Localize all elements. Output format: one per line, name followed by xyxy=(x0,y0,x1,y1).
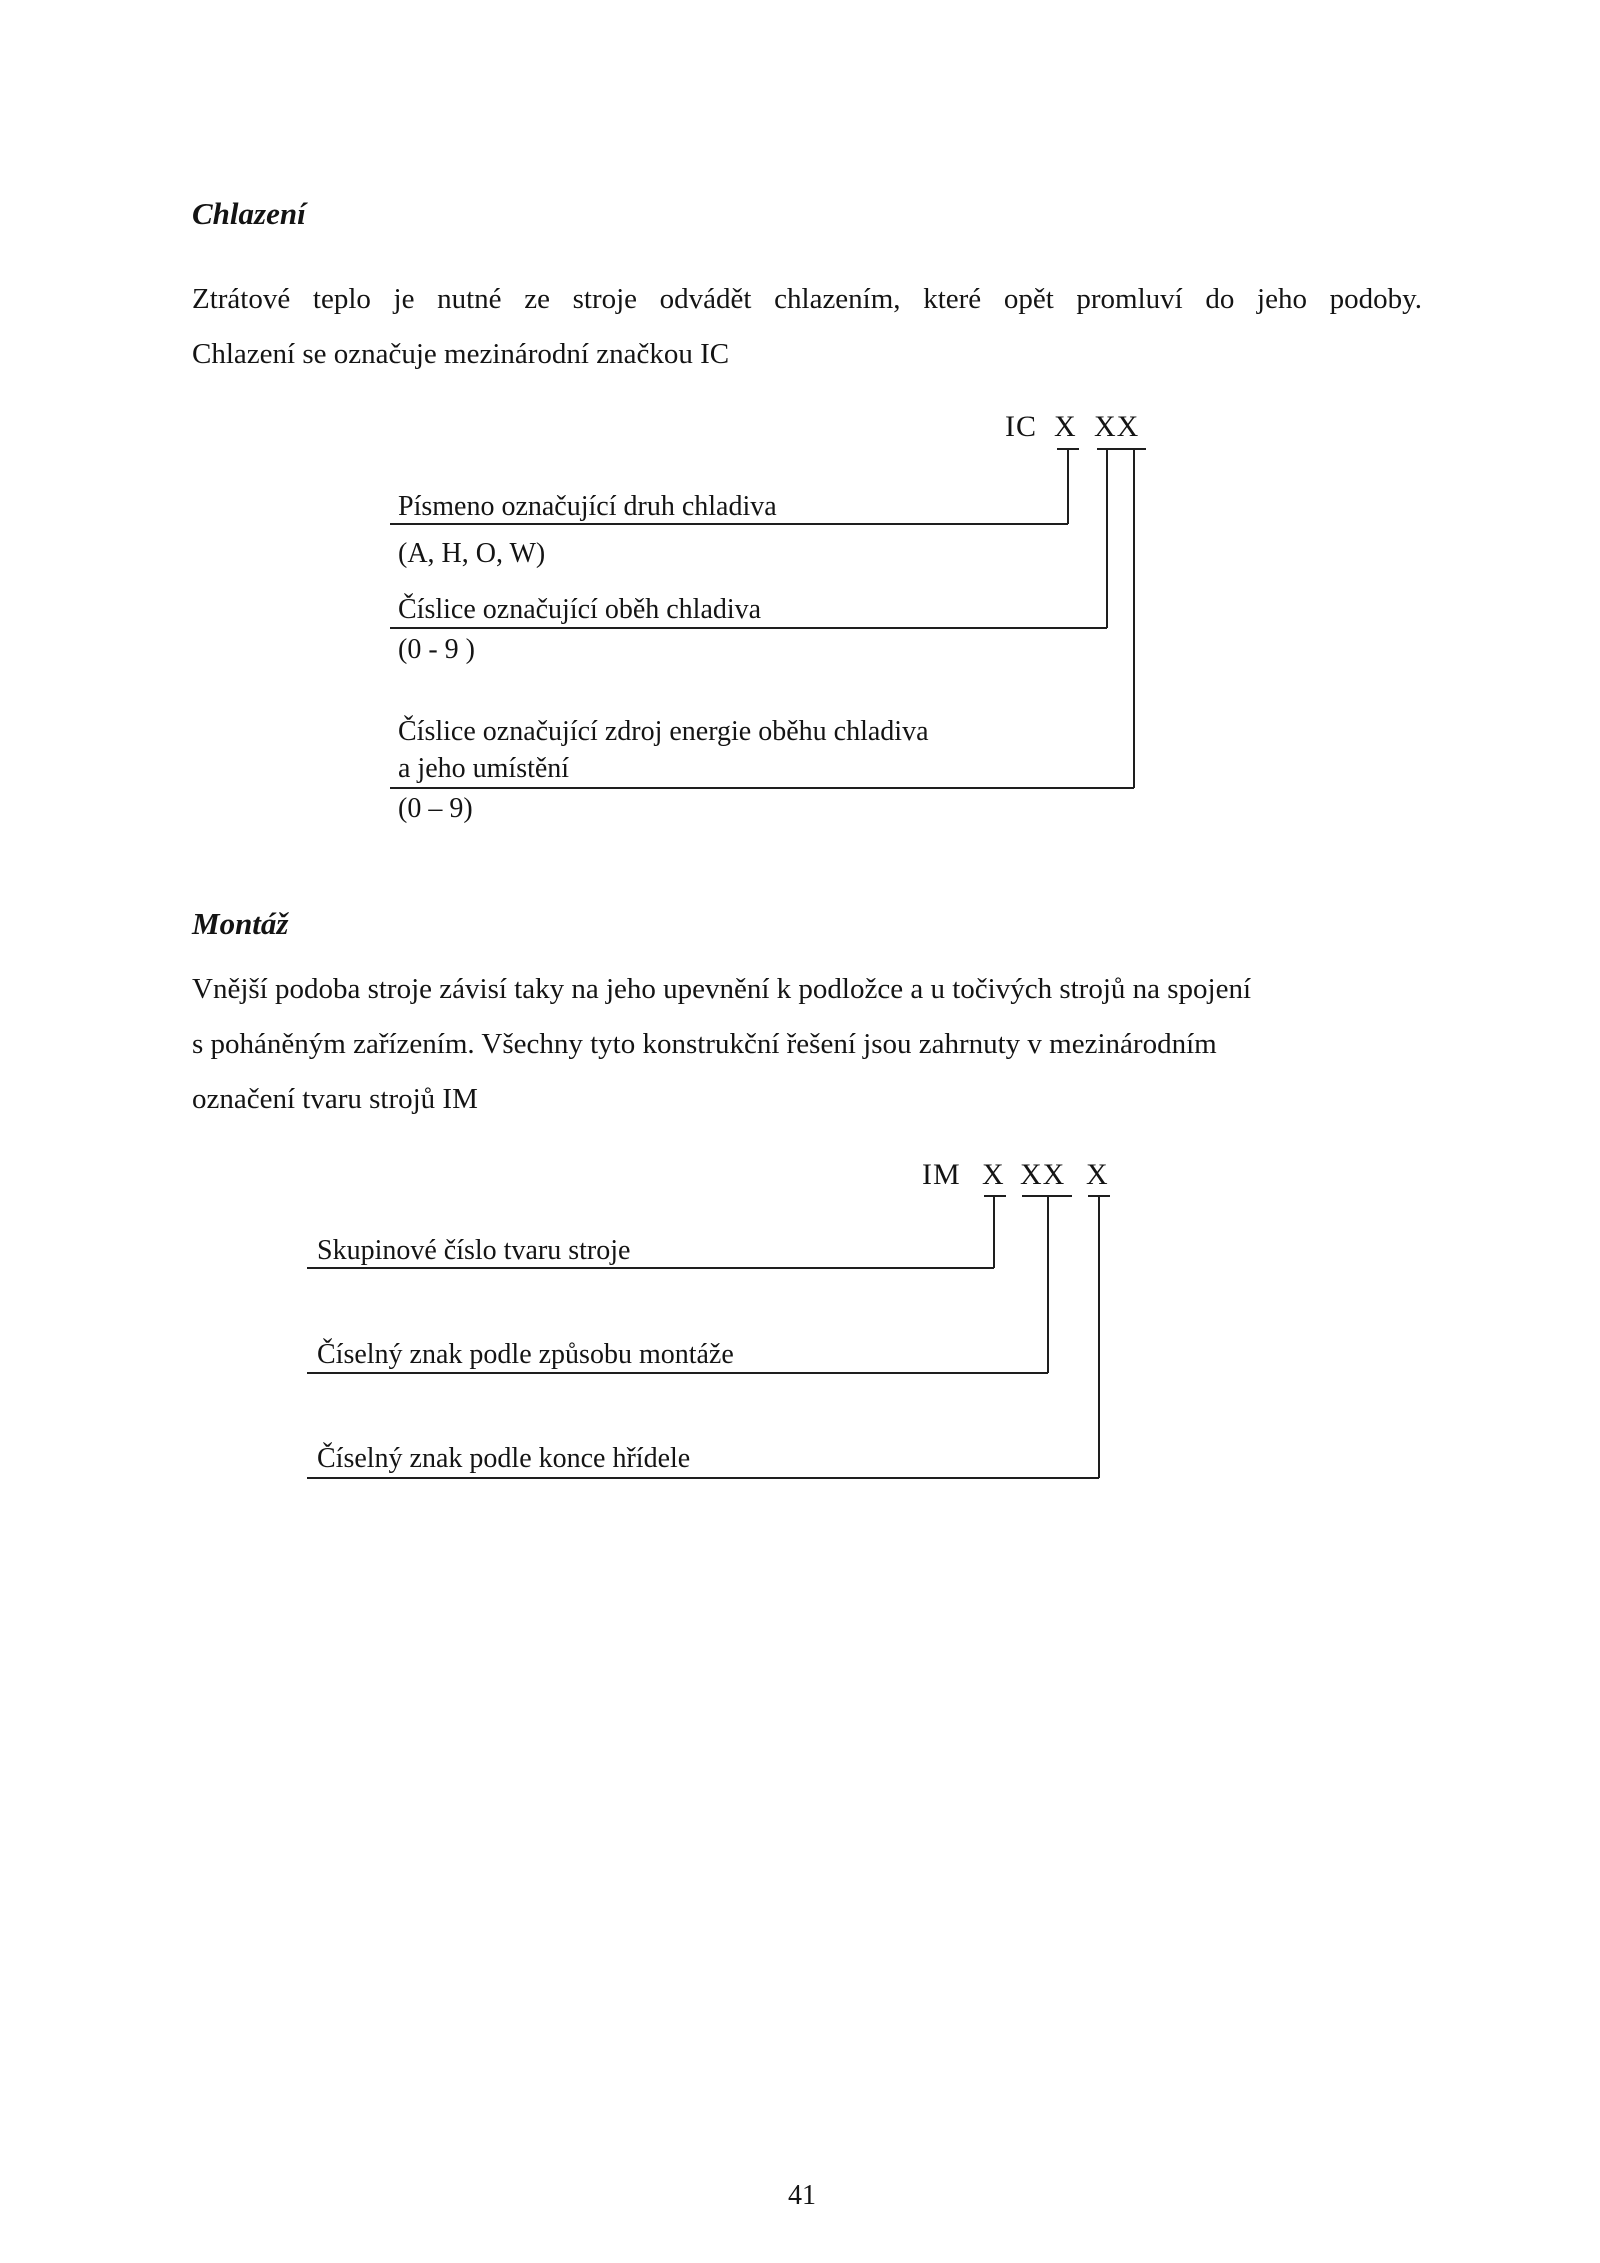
ic-code-prefix: IC xyxy=(1005,410,1037,443)
ic-code-part-2: XX xyxy=(1094,410,1140,443)
im-code-prefix: IM xyxy=(922,1158,961,1191)
ic-item-1-label: Písmeno označující druh chladiva xyxy=(398,491,777,522)
ic-item-3-range: (0 – 9) xyxy=(398,793,473,824)
mounting-paragraph-line-2: s poháněným zařízením. Všechny tyto konstrukční řešení jsou zahrnuty v mezinárodním xyxy=(192,1028,1217,1060)
cooling-paragraph-line-1: Ztrátové teplo je nutné ze stroje odvádět chlazením, které opět promluví do jeho podoby. xyxy=(192,283,1422,315)
cooling-paragraph-line-2: Chlazení se označuje mezinárodní značkou IC xyxy=(192,338,730,370)
im-diagram-lines xyxy=(307,1196,1110,1478)
ic-item-2-label: Číslice označující oběh chladiva xyxy=(398,594,762,625)
cooling-heading: Chlazení xyxy=(192,196,306,231)
ic-diagram-lines xyxy=(390,449,1146,788)
im-code-part-1: X xyxy=(982,1158,1005,1191)
im-code-part-2: XX xyxy=(1020,1158,1066,1191)
ic-item-2-range: (0 - 9 ) xyxy=(398,634,475,665)
mounting-paragraph-line-3: označení tvaru strojů IM xyxy=(192,1083,478,1115)
ic-code-part-1: X xyxy=(1054,410,1077,443)
mounting-heading: Montáž xyxy=(192,906,289,941)
ic-item-1-range: (A, H, O, W) xyxy=(398,538,546,569)
im-code-part-3: X xyxy=(1086,1158,1109,1191)
ic-item-3-label: Číslice označující zdroj energie oběhu chladiva xyxy=(398,716,929,747)
im-item-1-label: Skupinové číslo tvaru stroje xyxy=(317,1235,631,1266)
page-number: 41 xyxy=(788,2180,816,2211)
im-item-3-label: Číselný znak podle konce hřídele xyxy=(317,1443,691,1474)
mounting-paragraph-line-1: Vnější podoba stroje závisí taky na jeho upevnění k podložce a u točivých strojů na spojení xyxy=(192,973,1252,1005)
ic-item-3-label-cont: a jeho umístění xyxy=(398,753,570,784)
im-item-2-label: Číselný znak podle způsobu montáže xyxy=(317,1339,734,1370)
